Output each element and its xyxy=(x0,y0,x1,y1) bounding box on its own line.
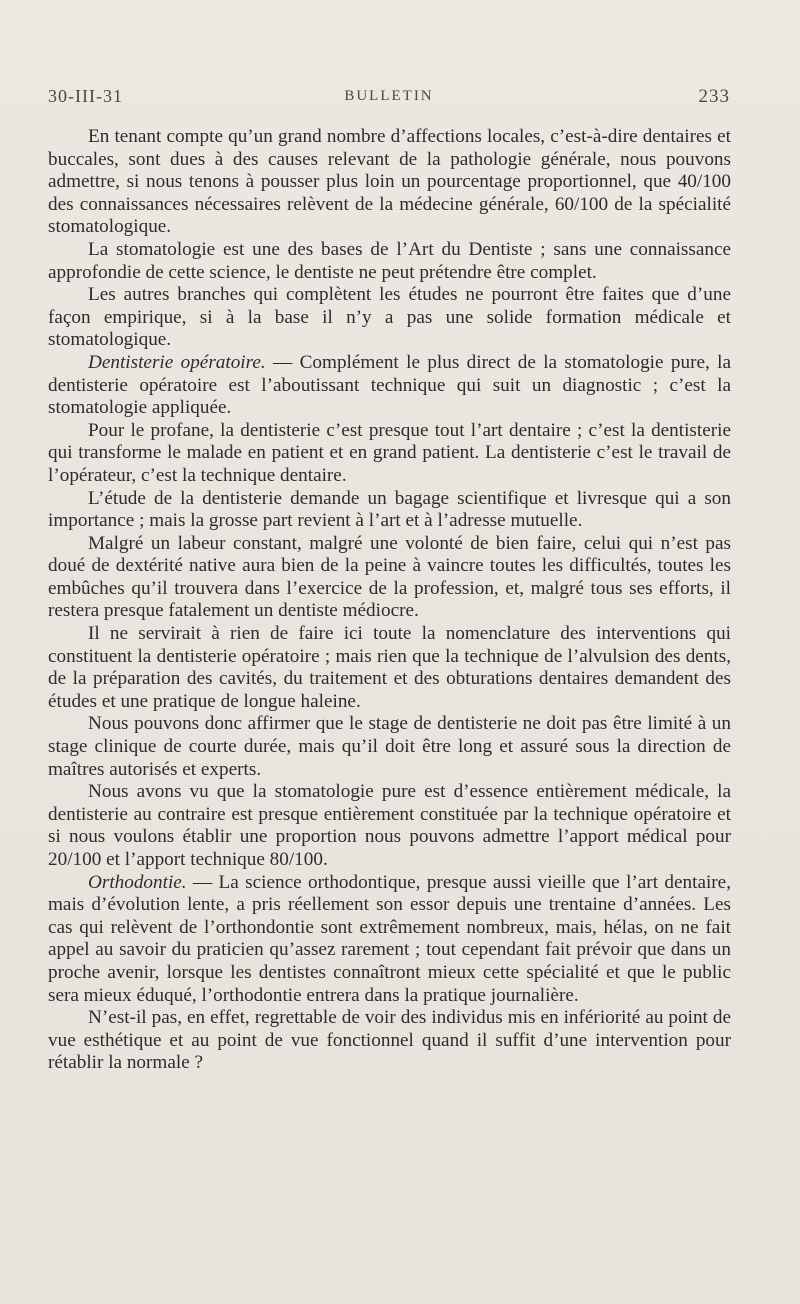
paragraph xyxy=(48,420,731,488)
paragraph xyxy=(48,284,731,352)
paragraph-text: Nous avons vu que la stomatologie pure est d’essence entièrement médicale, la dentisterie au contraire est presque entièrement constituée par la technique opératoire et si nous voulons établir une proportion nous pouvons admettre l’apport médical pour 20/100 et l’apport technique 80/100. xyxy=(48,781,731,870)
paragraph-text: — La science orthodontique, presque aussi vieille que l’art dentaire, mais d’évolution lente, a pris réellement son essor depuis une trentaine d’années. Les cas qui relèvent de l’orthondontie sont extrêmement nombreux, mais, hélas, on ne fait appel au savoir du praticien qu’assez rarement ; tout cependant fait prévoir que dans un proche avenir, lorsque les dentistes connaîtront mieux cette spécialité et que le public sera mieux éduqué, l’orthodontie entrera dans la pratique journalière. xyxy=(48,871,731,1006)
paragraph xyxy=(48,623,731,713)
header-date: 30-III-31 xyxy=(48,86,123,106)
page-number: 233 xyxy=(698,86,730,107)
paragraph-text: En tenant compte qu’un grand nombre d’affections locales, c’est-à-dire dentaires et buccales, sont dues à des causes relevant de la pathologie générale, nous pouvons admettre, si nous tenons à pousser plus loin un pourcentage proportionnel, que 40/100 des connaissances nécessaires relèvent de la médecine générale, 60/100 de la spécialité stomatologique. xyxy=(48,126,731,238)
paragraph-text: — Complément le plus direct de la stomatologie pure, la dentisterie opératoire est l’aboutissant technique qui suit un diagnostic ; c’est la stomatologie appliquée. xyxy=(48,351,731,419)
paragraph-text: L’étude de la dentisterie demande un bagage scientifique et livresque qui a son importance ; mais la grosse part revient à l’art et à l’adresse mutuelle. xyxy=(48,487,731,532)
paragraph-text: Il ne servirait à rien de faire ici toute la nomenclature des interventions qui constituent la dentisterie opératoire ; mais rien que la technique de l’alvulsion des dents, de la préparation des cavités, du traitement et des obturations dentaires demandent des études et une pratique de longue haleine. xyxy=(48,623,731,712)
paragraph xyxy=(48,872,731,1008)
paragraph xyxy=(48,488,731,533)
paragraph-text: La stomatologie est une des bases de l’Art du Dentiste ; sans une connaissance approfondie de cette science, le dentiste ne peut prétendre être complet. xyxy=(48,238,731,283)
paragraph xyxy=(48,126,731,239)
paragraph xyxy=(48,713,731,781)
paragraph xyxy=(48,239,731,284)
paragraph xyxy=(48,781,731,871)
running-head xyxy=(48,86,730,116)
section-heading: Dentisterie opératoire. xyxy=(88,351,266,373)
paragraph-text: Pour le profane, la dentisterie c’est presque tout l’art dentaire ; c’est la dentisterie qui transforme le malade en patient et en grand patient. La dentisterie c’est le travail de l’opérateur, c’est la technique dentaire. xyxy=(48,419,731,486)
paragraph xyxy=(48,533,731,623)
section-heading: Orthodontie. xyxy=(88,871,187,893)
paragraph-text: Nous pouvons donc affirmer que le stage de dentisterie ne doit pas être limité à un stage clinique de courte durée, mais qu’il doit être long et assuré sous la direction de maîtres autorisés et experts. xyxy=(48,713,731,780)
paragraph-text: Malgré un labeur constant, malgré une volonté de bien faire, celui qui n’est pas doué de dextérité native aura bien de la peine à vaincre toutes les difficultés, toutes les embûches qu’il trouvera dans l’exercice de la profession, et, malgré tous ses efforts, il restera presque fatalement un dentiste médiocre. xyxy=(48,532,731,622)
paragraph xyxy=(48,1007,731,1075)
body-text xyxy=(48,126,731,1075)
header-title: BULLETIN xyxy=(344,88,434,104)
paragraph-text: N’est-il pas, en effet, regrettable de voir des individus mis en infériorité au point de vue esthétique et au point de vue fonctionnel quand il suffit d’une intervention pour rétablir la normale ? xyxy=(48,1007,731,1074)
paragraph xyxy=(48,352,731,420)
paragraph-text: Les autres branches qui complètent les études ne pourront être faites que d’une façon empirique, si à la base il n’y a pas une solide formation médicale et stomatologique. xyxy=(48,284,731,351)
